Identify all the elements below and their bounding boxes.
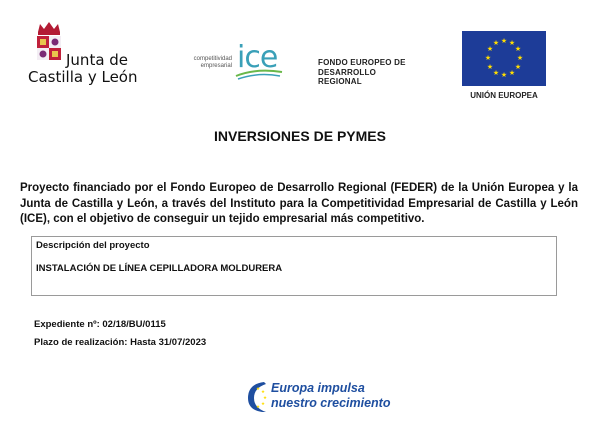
description-value: INSTALACIÓN DE LÍNEA CEPILLADORA MOLDURERA [36,263,283,274]
ice-wordmark: ice [237,40,278,75]
eu-stars-mark-icon [244,380,270,414]
ice-tagline [176,56,232,70]
ice-swoosh-icon [234,66,284,82]
svg-text:★: ★ [514,63,522,71]
svg-text:★: ★ [508,69,516,77]
motto-line1: Europa impulsa [271,381,365,395]
motto [271,381,390,411]
svg-text:★: ★ [508,39,516,47]
svg-text:★: ★ [492,69,500,77]
svg-text:★: ★ [516,54,524,62]
svg-text:★: ★ [484,54,492,62]
svg-text:★: ★ [486,63,494,71]
page-title: INVERSIONES DE PYMES [214,128,386,144]
svg-text:★: ★ [262,396,268,401]
funding-paragraph: Proyecto financiado por el Fondo Europeo de Desarrollo Regional (FEDER) de la Unión Europea y la Junta de Castilla y León, a través del Instituto para la Competitividad Empresarial de Castilla y León (ICE), con el objetivo de conseguir un tejido empresarial más competitivo. [20,182,578,225]
jcyl-wordmark [28,52,137,86]
ice-tagline-line2: empresarial [200,63,232,69]
svg-text:★: ★ [492,39,500,47]
jcyl-line2: Castilla y León [28,68,138,86]
feder-label [318,58,406,87]
svg-text:★: ★ [255,405,261,410]
description-label: Descripción del proyecto [36,240,150,251]
svg-text:★: ★ [260,402,266,407]
svg-text:★: ★ [514,45,522,53]
feder-line3: REGIONAL [318,77,362,86]
svg-text:★: ★ [500,37,508,45]
svg-text:★: ★ [255,387,261,392]
eu-label: UNIÓN EUROPEA [470,91,538,100]
expediente-text: Expediente nº: 02/18/BU/0115 [34,319,166,330]
plazo-text: Plazo de realización: Hasta 31/07/2023 [34,337,207,348]
svg-text:★: ★ [260,390,266,395]
feder-line2: DESARROLLO [318,67,376,77]
eu-flag-icon [462,31,546,86]
svg-text:★: ★ [486,45,494,53]
motto-line2: nuestro crecimiento [271,396,391,410]
ice-tagline-line1: competitividad [193,56,232,62]
svg-text:★: ★ [500,71,508,79]
jcyl-line1: Junta de [66,51,129,69]
feder-line1: FONDO EUROPEO DE [318,58,406,67]
